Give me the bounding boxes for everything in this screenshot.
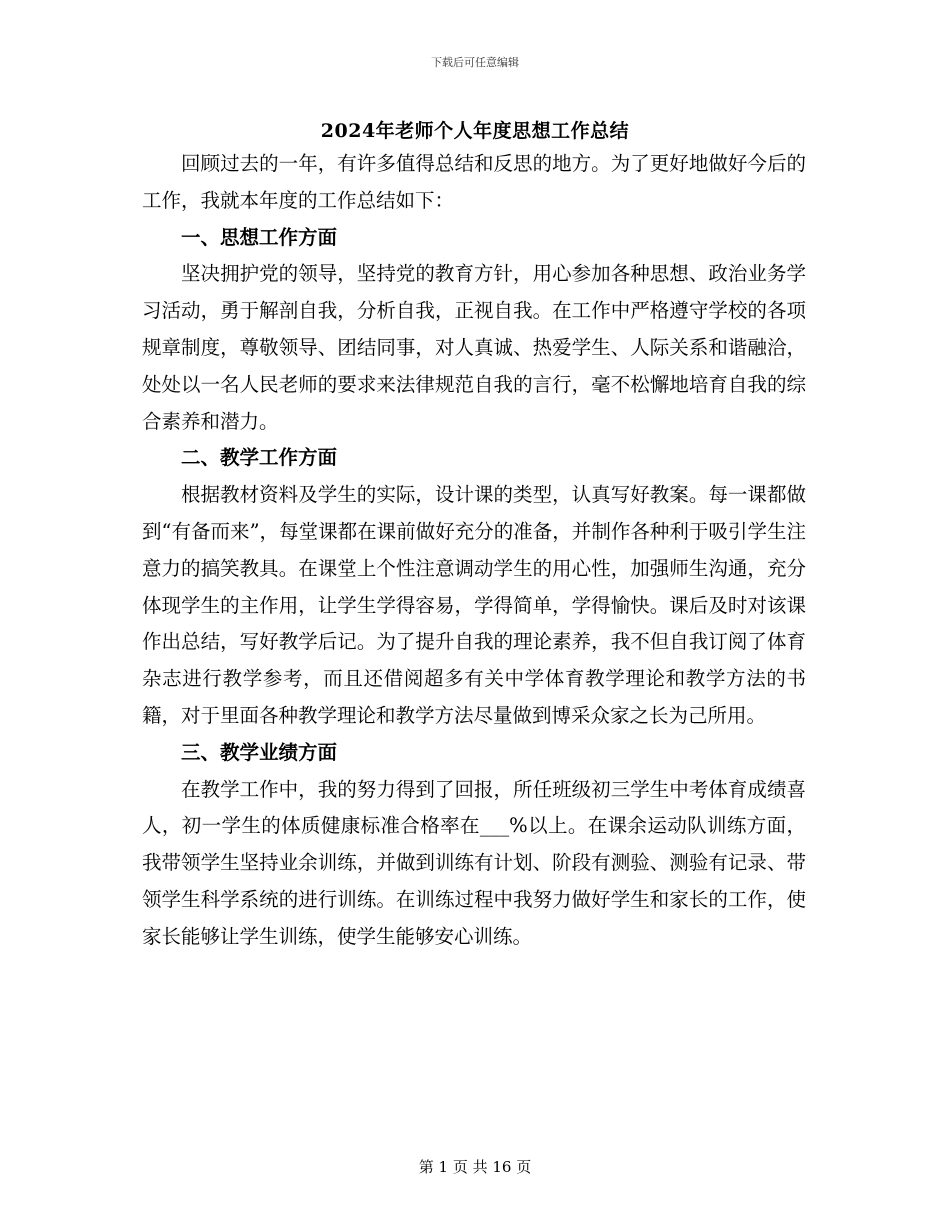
intro-paragraph: 回顾过去的一年，有许多值得总结和反思的地方。为了更好地做好今后的工作，我就本年度的工作总结如下：	[142, 152, 806, 212]
page-number: 第 1 页 共 16 页	[418, 1158, 532, 1176]
section-text-teaching: 根据教材资料及学生的实际，设计课的类型，认真写好教案。每一课都做到“有备而来”，每堂课都在课前做好充分的准备，并制作各种利于吸引学生注意力的搞笑教具。在课堂上个性注意调动学生的用心性，加强师生沟通，充分体现学生的主作用，让学生学得容易，学得简单，学得愉快。课后及时对该课作出总结，写好教学后记。为了提升自我的理论素养，我不但自我订阅了体育杂志进行教学参考，而且还借阅超多有关中学体育教学理论和教学方法的书籍，对于里面各种教学理论和教学方法尽量做到博采众家之长为己所用。	[142, 483, 806, 727]
header-note: 下载后可任意编辑	[431, 56, 519, 69]
document-title: 2024年老师个人年度思想工作总结	[320, 120, 630, 142]
document-body	[142, 146, 806, 956]
section-heading-performance: 三、教学业绩方面	[181, 740, 338, 764]
section-heading-ideology: 一、思想工作方面	[181, 225, 338, 249]
section-heading-teaching: 二、教学工作方面	[181, 446, 338, 470]
section-text-ideology: 坚决拥护党的领导，坚持党的教育方针，用心参加各种思想、政治业务学习活动，勇于解剖自我，分析自我，正视自我。在工作中严格遵守学校的各项规章制度，尊敬领导、团结同事，对人真诚、热爱学生、人际关系和谐融洽，处处以一名人民老师的要求来法律规范自我的言行，毫不松懈地培育自我的综合素养和潜力。	[142, 262, 806, 433]
section-text-performance: 在教学工作中，我的努力得到了回报，所任班级初三学生中考体育成绩喜人，初一学生的体质健康标准合格率在___%以上。在课余运动队训练方面，我带领学生坚持业余训练，并做到训练有计划、阶段有测验、测验有记录、带领学生科学系统的进行训练。在训练过程中我努力做好学生和家长的工作，使家长能够让学生训练，使学生能够安心训练。	[142, 777, 806, 948]
